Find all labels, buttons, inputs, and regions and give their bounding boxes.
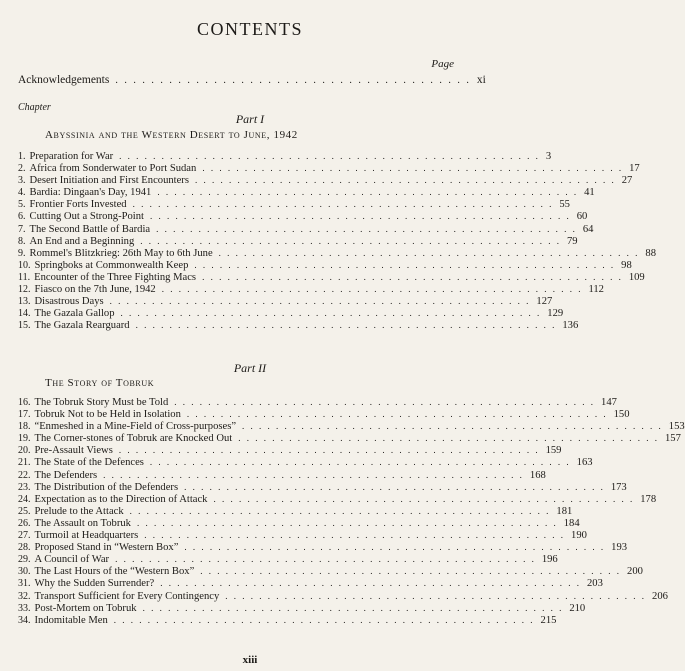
chapter-page: 184: [563, 517, 580, 529]
chapter-number: 19.: [18, 433, 31, 445]
leader-dots: . . . . . . . . . . . . . . . . . . . . . . . . . . . . . . . . . . . . . . . . . . . . . . . . . .: [140, 235, 561, 246]
chapter-page: 41: [584, 187, 595, 199]
chapter-page: 203: [586, 578, 603, 590]
leader-dots: . . . . . . . . . . . . . . . . . . . . . . . . . . . . . . . . . . . . . . . . . . . . . . . . . .: [157, 187, 579, 198]
chapter-entry: [18, 541, 628, 554]
chapter-title: The Second Battle of Bardia: [29, 223, 151, 235]
chapter-entry: [18, 590, 668, 602]
chapter-title: Turmoil at Headquarters: [34, 530, 139, 542]
part-title: Part II: [233, 361, 267, 375]
leader-dots: . . . . . . . . . . . . . . . . . . . . . . . . . . . . . . . . . . . . . . . . . . . . . . . . . .: [202, 271, 623, 282]
chapter-page: 88: [645, 247, 657, 259]
chapter-title: An End and a Beginning: [29, 235, 135, 247]
chapter-page: 157: [664, 433, 681, 445]
chapter-entry: [18, 565, 643, 578]
page-title: CONTENTS: [197, 19, 303, 39]
chapter-number: 12.: [18, 284, 31, 296]
chapter-title: Bardia: Dingaan's Day, 1941: [29, 187, 152, 199]
chapter-entry: [18, 481, 627, 493]
acknowledgements-label: Acknowledgements: [18, 74, 110, 86]
chapter-entry: [18, 186, 595, 199]
chapter-title: Rommel's Blitzkrieg: 26th May to 6th June: [29, 247, 213, 259]
chapter-page: 178: [640, 493, 657, 505]
chapter-title: A Council of War: [34, 554, 110, 566]
leader-dots: . . . . . . . . . . . . . . . . . . . . . . . . . . . . . . . . . . . . . . . . . . . . . . . . . .: [132, 199, 554, 210]
chapter-entry: [18, 223, 594, 235]
part-title: Part I: [235, 112, 265, 126]
chapter-entry: [18, 210, 588, 223]
chapter-column-label: Chapter: [18, 102, 51, 113]
chapter-number: 34.: [18, 614, 31, 626]
chapter-title: Cutting Out a Strong-Point: [29, 211, 144, 223]
chapter-title: Proposed Stand in “Western Box”: [34, 542, 179, 554]
chapter-number: 26.: [18, 517, 31, 529]
leader-dots: . . . . . . . . . . . . . . . . . . . . . . . . . . . . . . . . . . . . . . . . . . . . . . . . . .: [109, 296, 531, 307]
chapter-page: 193: [611, 542, 628, 554]
chapter-entry: [18, 307, 564, 320]
chapter-page: 163: [576, 457, 593, 469]
leader-dots: . . . . . . . . . . . . . . . . . . . . . . . . . . . . . . . . . . . . . . . . . . . . . . . . . .: [225, 590, 647, 601]
chapter-page: 98: [621, 259, 632, 271]
chapter-number: 29.: [18, 554, 31, 566]
chapter-number: 30.: [18, 566, 31, 578]
chapter-title: The State of the Defences: [34, 457, 144, 469]
chapter-title: Transport Sufficient for Every Contingency: [34, 590, 220, 602]
chapter-number: 14.: [18, 308, 31, 320]
chapter-title: Frontier Forts Invested: [29, 199, 127, 211]
chapter-number: 13.: [18, 296, 31, 308]
acknowledgements-entry: [18, 74, 486, 86]
chapter-title: Pre-Assault Views: [34, 445, 113, 457]
chapter-page: 215: [540, 614, 557, 626]
chapter-entry: [18, 198, 570, 211]
chapter-number: 1.: [18, 151, 26, 162]
chapter-page: 3: [545, 151, 552, 162]
section-title: Abyssinia and the Western Desert to June, 1942: [45, 129, 298, 141]
chapter-number: 32.: [18, 590, 31, 602]
chapter-page: 206: [652, 590, 668, 602]
chapter-page: 200: [627, 566, 643, 578]
leader-dots: . . . . . . . . . . . . . . . . . . . . . . . . . . . . . . . . . . . . . . . . . . . . . . . . . .: [129, 505, 551, 516]
chapter-page: 196: [541, 554, 558, 566]
chapter-page: 17: [629, 163, 640, 175]
leader-dots: . . . . . . . . . . . . . . . . . . . . . . . . . . . . . . . . . . . . . . . . . . . . . . . . . .: [184, 481, 605, 492]
chapter-number: 3.: [18, 175, 26, 187]
chapter-page: 109: [628, 271, 645, 283]
leader-dots: . . . . . . . . . . . . . . . . . . . . . . . . . . . . . . . . . . . . . . . . . . . . . . . . . .: [142, 602, 564, 613]
chapter-number: 31.: [18, 578, 31, 590]
chapter-entry: [18, 456, 593, 469]
chapter-entry: [18, 319, 579, 332]
leader-dots: . . . . . . . . . . . . . . . . . . . . . . . . . . . . . . . . . . . . . . . . . . . . . . . . . .: [194, 259, 616, 270]
chapter-page: 136: [562, 320, 579, 332]
chapter-page: 181: [556, 505, 573, 517]
chapter-title: Preparation for War: [29, 151, 114, 162]
chapter-title: The Gazala Gallop: [34, 308, 115, 320]
leader-dots: . . . . . . . . . . . . . . . . . . . . . . . . . . . . . . . . . . . . . . . . . . . . . . . . . .: [149, 457, 571, 468]
leader-dots: . . . . . . . . . . . . . . . . . . . . . . . . . . . . . . . . . . . . . . . . . . . . . . . . . .: [213, 493, 635, 504]
chapter-entry: [18, 493, 657, 505]
chapter-title: The Distribution of the Defenders: [34, 481, 179, 493]
leader-dots: . . . . . . . . . . . . . . . . . . . . . . . . . . . . . . . . . . . . . . . . . . . . . . . . . .: [242, 421, 663, 432]
chapter-entry: [18, 150, 552, 162]
page-number: xiii: [242, 654, 258, 666]
chapter-title: The Defenders: [34, 469, 98, 481]
chapter-title: Disastrous Days: [34, 296, 104, 308]
chapter-entry: [18, 396, 617, 408]
chapter-title: The Corner-stones of Tobruk are Knocked Out: [34, 433, 233, 445]
chapter-page: 27: [621, 175, 633, 187]
chapter-title: Why the Sudden Surrender?: [34, 578, 155, 590]
leader-dots: . . . . . . . . . . . . . . . . . . . . . . . . . . . . . . . . . . . . . . . . . . . . . . . . . .: [186, 409, 608, 420]
chapter-page: 147: [601, 397, 617, 408]
chapter-title: The Gazala Rearguard: [34, 320, 130, 332]
leader-dots: . . . . . . . . . . . . . . . . . . . . . . . . . . . . . . . . . . . . . . . . . . . . . . . . . .: [202, 163, 624, 174]
leader-dots: . . . . . . . . . . . . . . . . . . . . . . . . . . . . . . . . . . . . . . . . . . . . . . . . . .: [136, 517, 558, 528]
chapter-number: 7.: [18, 223, 26, 235]
leader-dots: . . . . . . . . . . . . . . . . . . . . . . . . . . . . . . . . . . . . . . . . . . . . . . . . . .: [174, 397, 596, 407]
chapter-number: 11.: [18, 271, 31, 283]
chapter-entry: [18, 247, 657, 259]
leader-dots: . . . . . . . . . . . . . . . . . . . . . . . . . . . . . . . . . . . . . . . . . . . . . . . . . .: [119, 151, 540, 161]
chapter-number: 17.: [18, 409, 31, 421]
chapter-entry: [18, 577, 603, 590]
chapter-entry: [18, 408, 630, 421]
chapter-page: 64: [582, 223, 594, 235]
chapter-number: 10.: [18, 259, 31, 271]
page-column-label: Page: [431, 58, 454, 70]
chapter-page: 60: [576, 211, 588, 223]
chapter-title: “Enmeshed in a Mine-Field of Cross-purposes”: [34, 421, 237, 433]
chapter-number: 18.: [18, 421, 31, 433]
chapter-number: 33.: [18, 602, 31, 614]
chapter-title: Desert Initiation and First Encounters: [29, 175, 189, 187]
chapter-number: 21.: [18, 457, 31, 469]
chapter-number: 16.: [18, 397, 31, 408]
chapter-title: The Tobruk Story Must be Told: [34, 397, 169, 408]
acknowledgements-page: xi: [476, 74, 486, 86]
chapter-title: The Assault on Tobruk: [34, 517, 131, 529]
chapter-list-part-1: [18, 150, 657, 332]
chapter-entry: [18, 259, 632, 271]
chapter-entry: [18, 614, 557, 626]
chapter-entry: [18, 283, 604, 296]
chapter-number: 9.: [18, 247, 26, 259]
chapter-page: 153: [668, 421, 685, 433]
chapter-entry: [18, 162, 640, 175]
chapter-entry: [18, 469, 546, 481]
chapter-number: 24.: [18, 493, 31, 505]
chapter-number: 4.: [18, 187, 26, 199]
leader-dots: . . . . . . . . . . . . . . . . . . . . . . . . . . . . . . . . . . . . . . . . . . . . . . . . . .: [113, 614, 535, 625]
chapter-title: Indomitable Men: [34, 614, 108, 626]
chapter-number: 6.: [18, 211, 26, 223]
leader-dots: . . . . . . . . . . . . . . . . . . . . . . . . . . . . . . . . . . . . . . . . . . . . . . . . . .: [156, 223, 577, 234]
chapter-entry: [18, 432, 681, 445]
chapter-entry: [18, 295, 553, 308]
leader-dots: . . . . . . . . . . . . . . . . . . . . . . . . . . . . . . . . . . . . . . . . . . . . . . . . . .: [118, 445, 540, 456]
chapter-page: 79: [567, 235, 578, 247]
chapter-title: The Last Hours of the “Western Box”: [34, 566, 195, 578]
leader-dots: . . . . . . . . . . . . . . . . . . . . . . . . . . . . . . . . . . . . . . . . . . . . . . . . . .: [238, 433, 659, 444]
chapter-title: Tobruk Not to be Held in Isolation: [34, 409, 181, 421]
chapter-entry: [18, 517, 580, 529]
chapter-number: 27.: [18, 530, 31, 542]
chapter-page: 168: [529, 469, 546, 481]
leader-dots: . . . . . . . . . . . . . . . . . . . . . . . . . . . . . . . . . . . . . . . . . . . . . . . . . .: [184, 542, 606, 553]
leader-dots: . . . . . . . . . . . . . . . . . . . . . . . . . . . . . . . . . . . . . . . . . . . . . . . . . .: [194, 175, 616, 186]
chapter-page: 129: [547, 308, 564, 320]
chapter-title: Prelude to the Attack: [34, 505, 124, 517]
chapter-page: 55: [559, 199, 570, 211]
chapter-number: 8.: [18, 235, 26, 247]
chapter-entry: [18, 271, 645, 283]
chapter-number: 22.: [18, 469, 31, 481]
chapter-number: 28.: [18, 542, 31, 554]
leader-dots: . . . . . . . . . . . . . . . . . . . . . . . . . . . . . . . . . . . . . . . . . . . . . . . . . .: [160, 578, 581, 589]
leader-dots: . . . . . . . . . . . . . . . . . . . . . . . . . . . . . . . . . . . . . . . . . . . . . . . . . .: [149, 211, 571, 222]
chapter-entry: [18, 420, 685, 433]
leader-dots: . . . . . . . . . . . . . . . . . . . . . . . . . . . . . . . . . . . . . . . . . . . . . . . . . .: [161, 284, 583, 295]
chapter-entry: [18, 505, 573, 517]
chapter-number: 15.: [18, 320, 31, 332]
leader-dots: . . . . . . . . . . . . . . . . . . . . . . . . . . . . . . . . . . . . . . . . . . . . . . . . . .: [115, 554, 536, 565]
chapter-number: 23.: [18, 481, 31, 493]
chapter-page: 210: [569, 602, 586, 614]
chapter-page: 112: [588, 284, 604, 296]
chapter-number: 5.: [18, 199, 26, 211]
chapter-title: Africa from Sonderwater to Port Sudan: [29, 163, 197, 175]
leader-dots: . . . . . . . . . . . . . . . . . . . . . . . . . . . . . . . . . . . . . . . . . . . . . . . . . .: [200, 566, 622, 577]
leader-dots: . . . . . . . . . . . . . . . . . . . . . . . . . . . . . . . . . . . . . . . . . . . . . . . . . .: [103, 469, 524, 480]
chapter-entry: [18, 235, 578, 247]
chapter-title: Post-Mortem on Tobruk: [34, 602, 137, 614]
chapter-entry: [18, 602, 586, 614]
chapter-page: 159: [545, 445, 562, 457]
chapter-entry: [18, 174, 633, 187]
leader-dots: . . . . . . . . . . . . . . . . . . . . . . . . . . . . . . . . . . . . . . . . . . . . . . . . . .: [144, 530, 566, 541]
chapter-title: Fiasco on the 7th June, 1942: [34, 284, 156, 296]
chapter-title: Expectation as to the Direction of Attack: [34, 493, 208, 505]
leader-dots: . . . . . . . . . . . . . . . . . . . . . . . . . . . . . . . . . . . . . . . . . . . . . . . . . .: [218, 247, 640, 258]
leader-dots: . . . . . . . . . . . . . . . . . . . . . . . . . . . . . . . . . . . . . . . . . . . . . . . . . .: [120, 308, 542, 319]
chapter-entry: [18, 553, 558, 566]
chapter-entry: [18, 444, 562, 457]
chapter-number: 2.: [18, 163, 26, 175]
leader-dots: . . . . . . . . . . . . . . . . . . . . . . . . . . . . . . . . . . . . . . . .: [115, 75, 471, 86]
chapter-title: Encounter of the Three Fighting Macs: [34, 271, 197, 283]
chapter-page: 190: [571, 530, 587, 542]
chapter-page: 173: [610, 481, 627, 493]
chapter-page: 127: [536, 296, 553, 308]
chapter-number: 20.: [18, 445, 31, 457]
section-title: The Story of Tobruk: [45, 377, 155, 389]
chapter-entry: [18, 529, 587, 542]
chapter-page: 150: [613, 409, 630, 421]
chapter-list-part-2: [18, 396, 685, 626]
leader-dots: . . . . . . . . . . . . . . . . . . . . . . . . . . . . . . . . . . . . . . . . . . . . . . . . . .: [135, 320, 557, 331]
chapter-number: 25.: [18, 505, 31, 517]
chapter-title: Springboks at Commonwealth Keep: [34, 259, 189, 271]
